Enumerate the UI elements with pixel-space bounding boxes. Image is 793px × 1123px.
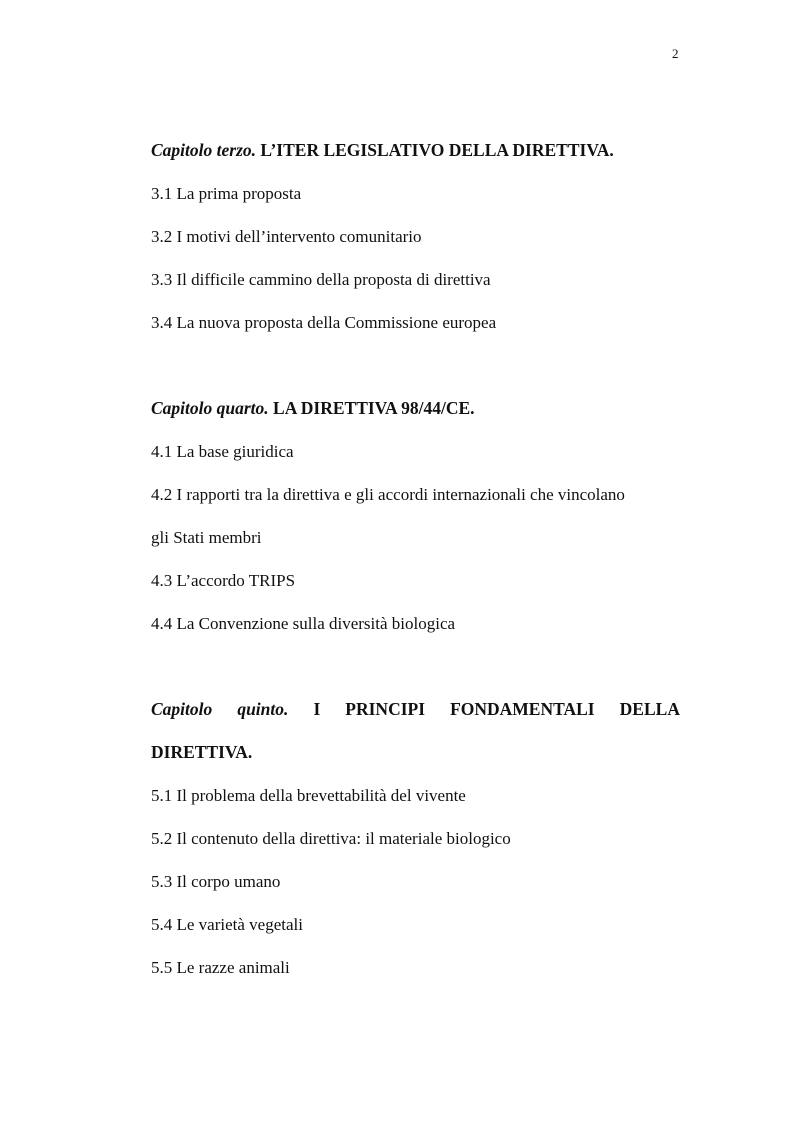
page-number: 2 [672,46,679,61]
section-spacer [151,344,680,387]
chapter-label-word: Capitolo [151,699,213,719]
toc-entry: 4.4 La Convenzione sulla diversità biologica [151,614,456,633]
toc-entry: 3.3 Il difficile cammino della proposta di direttiva [151,270,491,289]
section-spacer [151,645,680,688]
toc-entry: 5.2 Il contenuto della direttiva: il materiale biologico [151,829,511,848]
chapter-heading-5-continuation [151,731,680,774]
chapter-title: LA DIRETTIVA 98/44/CE. [273,398,475,418]
chapter-title-word: DIRETTIVA. [151,742,253,762]
toc-entry: 4.1 La base giuridica [151,442,294,461]
chapter-title-word: FONDAMENTALI [450,699,595,719]
toc-entry: 5.4 Le varietà vegetali [151,915,303,934]
chapter-heading-4 [151,387,680,430]
chapter-heading-3 [151,129,680,172]
chapter-label-word: quinto. [237,699,289,719]
toc-entry: 5.5 Le razze animali [151,958,290,977]
chapter-title-word: DELLA [619,699,680,719]
chapter-label: Capitolo terzo. [151,140,257,160]
toc-entry: 4.3 L’accordo TRIPS [151,571,296,590]
chapter-label: Capitolo quarto. [151,398,269,418]
toc-entry: 5.3 Il corpo umano [151,872,281,891]
chapter-title-word: I [313,699,321,719]
chapter-heading-5 [151,688,680,731]
chapter-title: L’ITER LEGISLATIVO DELLA DIRETTIVA. [260,140,614,160]
toc-entry: 3.4 La nuova proposta della Commissione europea [151,313,497,332]
table-of-contents [151,129,680,989]
toc-entry: 4.2 I rapporti tra la direttiva e gli accordi internazionali che vincolano [151,485,625,504]
chapter-title-word: PRINCIPI [345,699,426,719]
toc-entry: 3.1 La prima proposta [151,184,302,203]
toc-entry: 3.2 I motivi dell’intervento comunitario [151,227,422,246]
toc-entry-continuation: gli Stati membri [151,528,262,547]
toc-entry: 5.1 Il problema della brevettabilità del vivente [151,786,466,805]
